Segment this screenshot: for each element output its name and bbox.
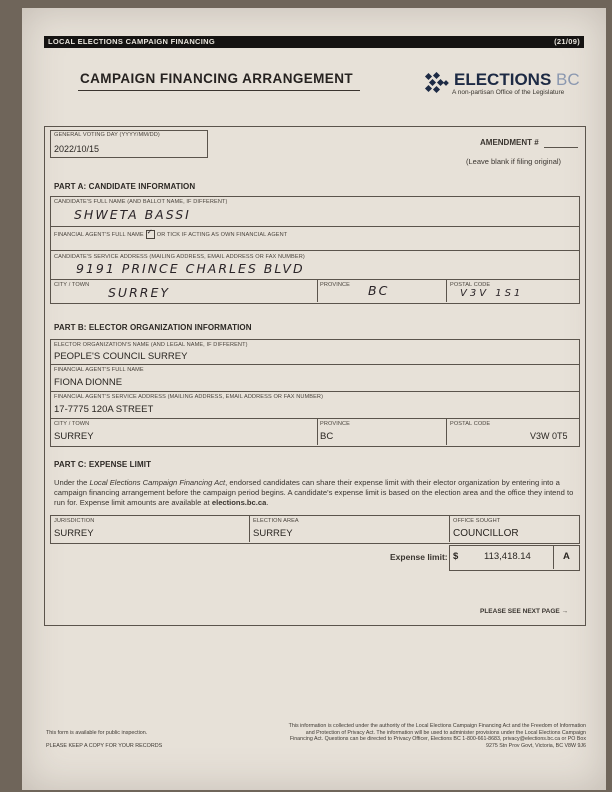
form-title: CAMPAIGN FINANCING ARRANGEMENT: [80, 71, 353, 86]
act-name: Local Elections Campaign Financing Act: [89, 478, 226, 487]
divider: [553, 545, 554, 569]
own-agent-checkbox[interactable]: [146, 230, 155, 239]
jurisdiction-label: JURISDICTION: [54, 518, 95, 524]
own-agent-checkbox-label: OR TICK IF ACTING AS OWN FINANCIAL AGENT: [156, 231, 288, 238]
org-address-label: FINANCIAL AGENT'S SERVICE ADDRESS (MAILING ADDRESS, EMAIL ADDRESS OR FAX NUMBER): [54, 394, 324, 400]
divider: [449, 515, 450, 542]
org-province-value[interactable]: BC: [320, 431, 334, 442]
next-page-note: PLEASE SEE NEXT PAGE →: [480, 608, 569, 615]
divider: [50, 250, 580, 251]
divider: [446, 279, 447, 302]
candidate-agent-label: [54, 230, 287, 239]
amendment-note: (Leave blank if filing original): [466, 157, 562, 166]
divider: [50, 279, 580, 280]
keep-copy-note: PLEASE KEEP A COPY FOR YOUR RECORDS: [46, 743, 163, 749]
candidate-postal-value[interactable]: V3V 1S1: [460, 288, 524, 299]
logo-wordmark: [454, 70, 580, 90]
title-underline: [78, 90, 360, 91]
org-city-value[interactable]: SURREY: [54, 431, 94, 442]
para-text-2: , endorsed candidates can share their expense limit with their elector organization by entering into a campaign financing arrangement before the campaign period begins. A candidate's expense limit is based on the election area and the office they intend to run for. Expense limit amounts are available at: [54, 478, 574, 507]
divider: [50, 364, 580, 365]
currency-symbol: $: [453, 551, 459, 562]
jurisdiction-value[interactable]: SURREY: [54, 528, 94, 539]
divider: [446, 418, 447, 445]
org-city-label: CITY / TOWN: [54, 421, 90, 427]
org-agent-value[interactable]: FIONA DIONNE: [54, 377, 123, 388]
public-inspection-note: This form is available for public inspection.: [46, 730, 148, 736]
candidate-province-value[interactable]: BC: [368, 283, 390, 298]
election-area-label: ELECTION AREA: [253, 518, 299, 524]
org-agent-label: FINANCIAL AGENT'S FULL NAME: [54, 367, 144, 373]
form-series-bar: [44, 36, 584, 48]
candidate-address-label: CANDIDATE'S SERVICE ADDRESS (MAILING ADDRESS, EMAIL ADDRESS OR FAX NUMBER): [54, 254, 305, 260]
amendment-label: AMENDMENT #: [480, 138, 539, 147]
expense-limit-value: 113,418.14: [484, 551, 531, 562]
office-sought-label: OFFICE SOUGHT: [453, 518, 501, 524]
divider: [317, 279, 318, 302]
candidate-postal-label: POSTAL CODE: [450, 282, 491, 288]
form-version: (21/09): [554, 37, 580, 46]
elections-bc-logo: [424, 70, 592, 102]
expense-limit-explanation: [54, 478, 580, 508]
candidate-address-value[interactable]: 9191 PRINCE CHARLES BLVD: [76, 261, 305, 276]
org-postal-label: POSTAL CODE: [450, 421, 491, 427]
amendment-field[interactable]: [544, 147, 578, 148]
logo-name: ELECTIONS: [454, 70, 552, 89]
para-text-1: Under the: [54, 478, 90, 487]
candidate-city-label: CITY / TOWN: [54, 282, 90, 288]
privacy-notice: This information is collected under the authority of the Local Elections Campaign Financing Act and the Freedom of Information and Protection of Privacy Act. The information will be used to administer provisions under the Local Elections Campaign Financing Act. Questions can be directed to Privacy Officer, Elections BC 1-800-661-8683, privacy@elections.bc.ca or PO Box 9275 Stn Prov Govt, Victoria, BC V8W 9J6: [288, 723, 586, 750]
elections-bc-link[interactable]: elections.bc.ca: [211, 498, 267, 507]
elections-bc-starburst-icon: [424, 72, 452, 94]
candidate-name-label: CANDIDATE'S FULL NAME (AND BALLOT NAME, IF DIFFERENT): [54, 199, 228, 205]
org-province-label: PROVINCE: [320, 421, 351, 427]
part-b-heading: PART B: ELECTOR ORGANIZATION INFORMATION: [54, 323, 252, 332]
expense-limit-label: Expense limit:: [390, 552, 448, 562]
org-name-label: ELECTOR ORGANIZATION'S NAME (AND LEGAL NAME, IF DIFFERENT): [54, 342, 248, 348]
candidate-agent-label-text: FINANCIAL AGENT'S FULL NAME: [54, 231, 144, 238]
voting-day-label: GENERAL VOTING DAY (YYYY/MM/DD): [54, 132, 160, 138]
expense-limit-code: A: [563, 551, 570, 562]
divider: [50, 391, 580, 392]
divider: [317, 418, 318, 445]
org-address-value[interactable]: 17-7775 120A STREET: [54, 404, 154, 415]
candidate-city-value[interactable]: SURREY: [108, 285, 170, 300]
election-area-value[interactable]: SURREY: [253, 528, 293, 539]
form-series-label: LOCAL ELECTIONS CAMPAIGN FINANCING: [48, 37, 216, 46]
candidate-province-label: PROVINCE: [320, 282, 351, 288]
part-a-heading: PART A: CANDIDATE INFORMATION: [54, 182, 196, 191]
divider: [249, 515, 250, 542]
office-sought-value[interactable]: COUNCILLOR: [453, 528, 519, 539]
org-name-value[interactable]: PEOPLE'S COUNCIL SURREY: [54, 351, 188, 362]
divider: [50, 418, 580, 419]
own-agent-tick: ✓: [146, 229, 153, 236]
para-text-3: .: [266, 498, 269, 507]
candidate-name-value[interactable]: SHWETA BASSI: [74, 207, 191, 222]
part-c-heading: PART C: EXPENSE LIMIT: [54, 460, 152, 469]
divider: [50, 226, 580, 227]
voting-day-value: 2022/10/15: [54, 144, 100, 154]
org-postal-value[interactable]: V3W 0T5: [530, 431, 568, 441]
logo-tagline: A non-partisan Office of the Legislature: [452, 89, 565, 96]
logo-suffix: BC: [556, 70, 580, 89]
